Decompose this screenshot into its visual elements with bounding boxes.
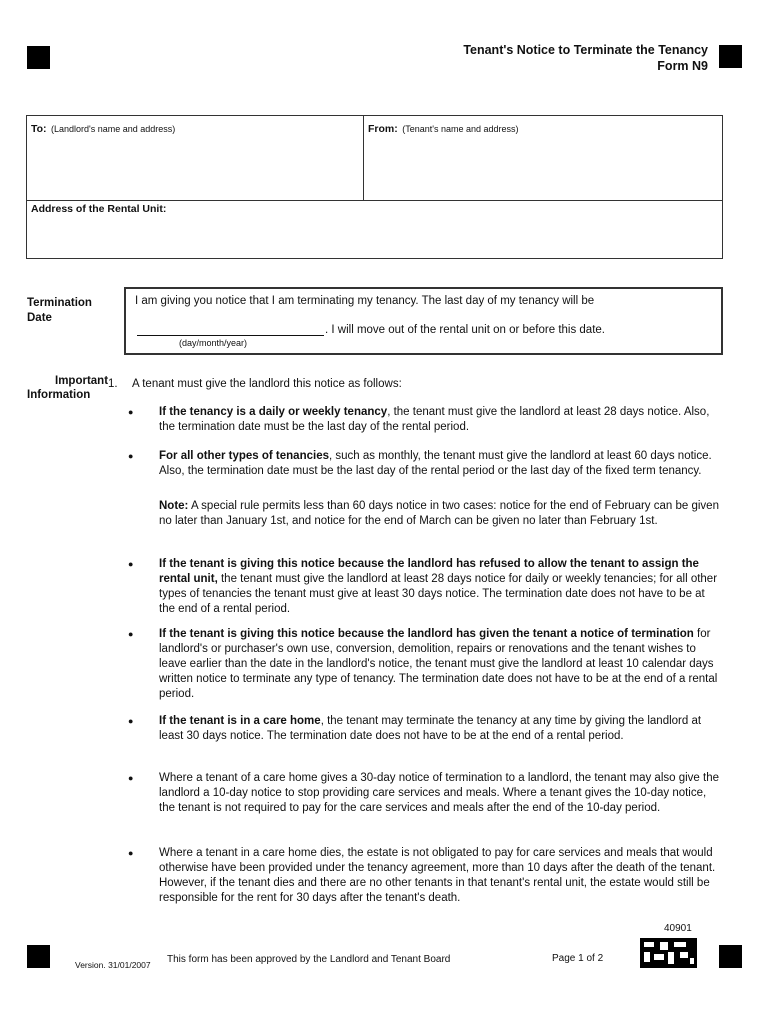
- to-label: To:: [31, 123, 47, 135]
- note-text: A special rule permits less than 60 days notice in two cases: notice for the end of February can be given no later than January 1st, and notice for the end of March can be given no later than February 1st.: [159, 500, 719, 527]
- registration-mark-top-right: [719, 45, 742, 68]
- from-field[interactable]: [368, 119, 519, 137]
- bullet-6-text: Where a tenant of a care home gives a 30-day notice of termination to a landlord, the tenant may also give the landlord a 10-day notice to stop providing care services and meals. Where a tenant gives the 10-day notice, the tenant is not required to pay for the care services and meals after the end of the 10-day period.: [159, 772, 719, 814]
- bullet-1-text: , the tenant must give the landlord at least 28 days notice. Also, the termination date must be the last day of the rental period.: [159, 406, 710, 433]
- bullet-1-bold: If the tenancy is a daily or weekly tenancy: [159, 406, 388, 418]
- registration-mark-bottom-right: [719, 945, 742, 968]
- termination-date-input-line[interactable]: [137, 335, 324, 336]
- bullet-icon: ●: [128, 773, 134, 783]
- rental-address-field[interactable]: [31, 203, 166, 215]
- important-information-label-line2-wrap: [27, 388, 90, 403]
- note-label: Note:: [159, 500, 189, 512]
- form-code: 40901: [664, 923, 692, 934]
- bullet-icon: ●: [128, 559, 134, 569]
- version-text: Version. 31/01/2007: [75, 960, 151, 970]
- registration-mark-top-left: [27, 46, 50, 69]
- bullet-icon: ●: [128, 848, 134, 858]
- termination-date-box: [124, 287, 723, 355]
- bullet-3-bold: If the tenant is giving this notice because the landlord has refused to allow the tenant to assign the rental unit,: [159, 558, 699, 585]
- termination-date-section-label: [27, 296, 92, 326]
- bullet-4-text: for landlord's or purchaser's own use, conversion, demolition, repairs or renovations and the tenant wishes to leave earlier than the date in the landlord's notice, the tenant must give the landlord at least 10 calendar days written notice to terminate any type of tenancy. The termination date does not have to be at the end of a rental period.: [159, 628, 718, 700]
- bullet-icon: ●: [128, 451, 134, 461]
- bullet-paragraph-3: [159, 557, 719, 617]
- date-format-hint: (day/month/year): [179, 338, 248, 348]
- item-number: 1.: [108, 378, 118, 390]
- to-field[interactable]: [31, 119, 175, 137]
- important-label-line2: Information: [27, 389, 91, 401]
- bullet-icon: ●: [128, 716, 134, 726]
- horizontal-divider: [27, 200, 722, 201]
- bullet-7-text: Where a tenant in a care home dies, the estate is not obligated to pay for care services and meals that would otherwise have been provided under the tenancy agreement, more than 10 days after the death of the tenant. However, if the tenant dies and there are no other tenants in that tenant's rental unit, the estate would still be responsible for the rent for 30 days after the tenant's death.: [159, 847, 716, 904]
- form-number: Form N9: [657, 59, 708, 73]
- page-number: Page 1 of 2: [552, 953, 604, 964]
- move-out-statement: . I will move out of the rental unit on or before this date.: [325, 324, 605, 336]
- bullet-paragraph-7: [159, 846, 719, 906]
- bullet-icon: ●: [128, 407, 134, 417]
- bullet-paragraph-1: [159, 405, 719, 435]
- from-label: From:: [368, 123, 398, 135]
- form-header: [308, 42, 708, 74]
- vertical-divider: [363, 116, 364, 200]
- termination-statement: I am giving you notice that I am terminating my tenancy. The last day of my tenancy will be: [135, 295, 595, 307]
- bullet-paragraph-2: [159, 449, 719, 479]
- bullet-icon: ●: [128, 629, 134, 639]
- parties-box: [26, 115, 723, 259]
- bullet-paragraph-6: [159, 771, 719, 816]
- termination-label-line2: Date: [27, 312, 52, 324]
- rental-address-label: Address of the Rental Unit:: [31, 203, 167, 215]
- important-information-section-label: [55, 374, 108, 389]
- registration-mark-bottom-left: [27, 945, 50, 968]
- bullet-3-text: the tenant must give the landlord at least 28 days notice for daily or weekly tenancies; for all other types of tenancies the tenant must give at least 30 days notice. The termination date does not have to be at the end of a rental period.: [159, 573, 718, 615]
- form-title: Tenant's Notice to Terminate the Tenancy: [463, 43, 708, 57]
- bullet-2-bold: For all other types of tenancies: [159, 450, 329, 462]
- barcode-icon: [640, 938, 697, 968]
- bullet-paragraph-5: [159, 714, 719, 744]
- from-sub-label: (Tenant's name and address): [402, 124, 519, 134]
- bullet-2-text: , such as monthly, the tenant must give the landlord at least 60 days notice. Also, the termination date must be the last day of the rental period or the last day of the fixed term tenancy.: [159, 450, 712, 477]
- important-label-line1: Important: [55, 375, 109, 387]
- bullet-5-text: , the tenant may terminate the tenancy at any time by giving the landlord at least 30 days notice. The termination date does not have to be at the end of a rental period.: [159, 715, 702, 742]
- bullet-4-bold: If the tenant is giving this notice because the landlord has given the tenant a notice of termination: [159, 628, 694, 640]
- approval-text: This form has been approved by the Landlord and Tenant Board: [167, 954, 451, 965]
- bullet-paragraph-4: [159, 627, 719, 702]
- bullet-5-bold: If the tenant is in a care home: [159, 715, 321, 727]
- note-paragraph: [159, 499, 719, 529]
- to-sub-label: (Landlord's name and address): [51, 124, 176, 134]
- item-text: A tenant must give the landlord this notice as follows:: [132, 378, 402, 390]
- termination-label-line1: Termination: [27, 297, 92, 309]
